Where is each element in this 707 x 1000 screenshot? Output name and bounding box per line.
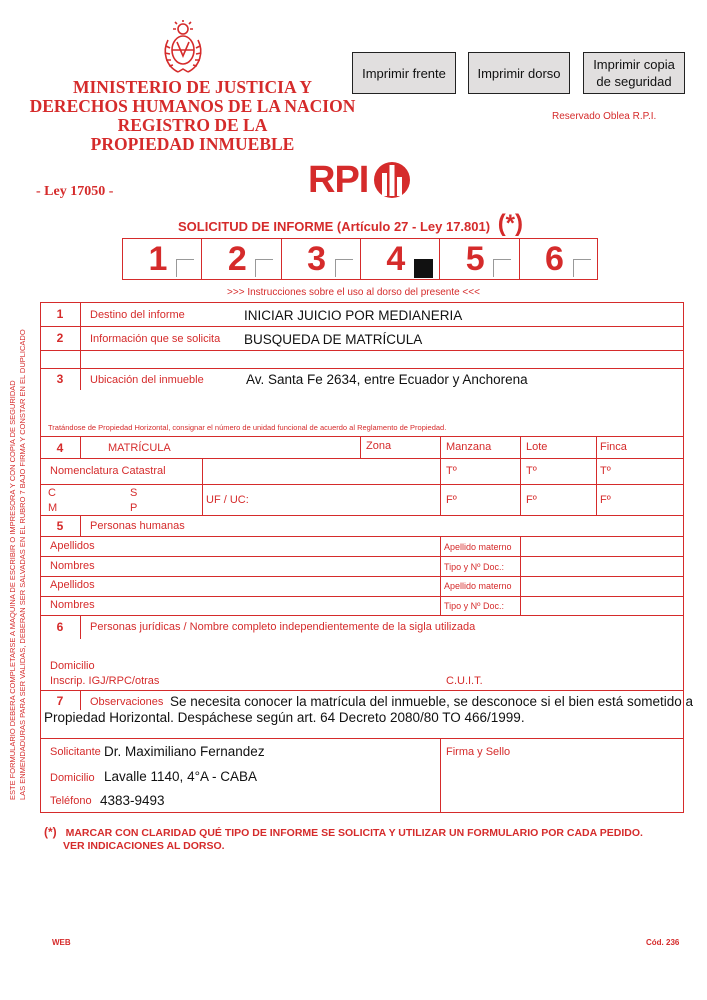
side-note (8, 320, 28, 800)
section-3-label: Ubicación del inmueble (90, 374, 204, 386)
report-type-6-checkbox[interactable] (573, 259, 591, 277)
uf-label: UF / UC: (206, 494, 249, 506)
matricula-label: MATRÍCULA (108, 442, 171, 454)
telefono-label: Teléfono (50, 795, 92, 807)
seccion-label: S (130, 487, 138, 499)
report-type-3-label: 3 (307, 240, 327, 278)
destino-field[interactable]: INICIAR JUICIO POR MEDIANERIA (244, 308, 463, 323)
section-6-number: 6 (56, 620, 64, 634)
report-type-6-label: 6 (545, 240, 564, 278)
finca-tomo-label: Tº (600, 465, 611, 477)
report-type-3-checkbox[interactable] (335, 259, 353, 277)
cuit-label: C.U.I.T. (446, 675, 483, 687)
observaciones-field-line-2[interactable]: Propiedad Horizontal. Despáchese según art. 64 Decreto 2080/80 TO 466/1999. (44, 710, 525, 725)
parcela-label: P (130, 502, 138, 514)
tipo-doc-label-1: Tipo y Nº Doc.: (444, 562, 504, 572)
manzana-folio-label: Fº (446, 494, 457, 506)
section-1-number: 1 (56, 307, 64, 321)
apellido-materno-label-1: Apellido materno (444, 542, 512, 552)
report-type-4-label: 4 (386, 240, 406, 278)
web-label: WEB (52, 938, 71, 947)
report-type-2-checkbox[interactable] (255, 259, 273, 277)
section-5-label: Personas humanas (90, 520, 185, 532)
instructions-link: >>> Instrucciones sobre el uso al dorso del presente <<< (227, 287, 480, 298)
lote-label: Lote (526, 441, 548, 453)
solicitante-field[interactable]: Dr. Maximiliano Fernandez (104, 744, 265, 759)
section-6-label: Personas jurídicas / Nombre completo independientemente de la sigla utilizada (90, 621, 476, 633)
section-5-number: 5 (56, 519, 64, 533)
footer-note-line-2: VER INDICACIONES AL DORSO. (63, 840, 225, 852)
report-type-1-label: 1 (148, 240, 168, 278)
print-copy-label-1: Imprimir copia (593, 57, 675, 72)
coat-of-arms-icon (160, 20, 206, 76)
rpi-logo-text: RPI (308, 158, 369, 201)
law-label: - Ley 17050 - (36, 184, 114, 199)
telefono-field[interactable]: 4383-9493 (100, 793, 165, 808)
nombres-label-2: Nombres (50, 599, 95, 611)
domicilio-field[interactable]: Lavalle 1140, 4°A - CABA (104, 769, 257, 784)
form-title-text: SOLICITUD DE INFORME (Artículo 27 - Ley 17.801) (178, 219, 491, 234)
footer-note-line-1: MARCAR CON CLARIDAD QUÉ TIPO DE INFORME SE SOLICITA Y UTILIZAR UN FORMULARIO POR CADA PEDIDO. (65, 827, 643, 839)
finca-folio-label: Fº (600, 494, 611, 506)
section-2-number: 2 (56, 331, 64, 345)
nomenclatura-label: Nomenclatura Catastral (50, 465, 166, 477)
reserved-label: Reservado Oblea R.P.I. (552, 111, 657, 122)
section-7-number: 7 (56, 694, 64, 708)
print-front-button[interactable]: Imprimir frente (352, 52, 456, 94)
apellidos-label-1: Apellidos (50, 540, 95, 552)
domicilio-juridica-label: Domicilio (50, 660, 95, 672)
print-back-button[interactable]: Imprimir dorso (468, 52, 570, 94)
report-type-5-label: 5 (465, 240, 485, 278)
report-type-1-checkbox[interactable] (176, 259, 194, 277)
manzana-tomo-label: Tº (446, 465, 457, 477)
section-3-note: Tratándose de Propiedad Horizontal, consignar el número de unidad funcional de acuerdo al Reglamento de Propiedad. (48, 423, 447, 432)
report-type-2-label: 2 (227, 240, 247, 278)
nombres-label-1: Nombres (50, 560, 95, 572)
firma-label: Firma y Sello (446, 746, 511, 758)
ministry-line-4: PROPIEDAD INMUEBLE (90, 134, 295, 154)
circ-label: C (48, 487, 56, 499)
section-4-number: 4 (56, 441, 64, 455)
observaciones-field-line-1[interactable]: Se necesita conocer la matrícula del inmueble, se desconoce si el bien está sometido a (170, 694, 694, 709)
section-7-label: Observaciones (90, 696, 164, 708)
ministry-line-3: REGISTRO DE LA (117, 115, 268, 135)
section-2-label: Información que se solicita (90, 333, 221, 345)
informacion-field[interactable]: BUSQUEDA DE MATRÍCULA (244, 332, 423, 347)
rpi-logo (308, 160, 412, 200)
print-copy-label-2: de seguridad (596, 74, 672, 89)
footer-note (44, 826, 643, 853)
ministry-line-1: MINISTERIO DE JUSTICIA Y (72, 77, 313, 97)
ministry-heading (20, 78, 365, 154)
lote-folio-label: Fº (526, 494, 537, 506)
manzana-cat-label: M (48, 502, 58, 514)
side-note-line-2: LAS ENMENDADURAS PARA SER VALIDAS, DEBERAN SER SALVADAS EN EL RUBRO 7 BAJO FIRMA Y CONSTAR EN EL DUPLICADO (18, 329, 27, 800)
manzana-label: Manzana (446, 441, 492, 453)
finca-label: Finca (600, 441, 627, 453)
ubicacion-field[interactable]: Av. Santa Fe 2634, entre Ecuador y Anchorena (246, 372, 528, 387)
report-type-5-checkbox[interactable] (493, 259, 511, 277)
ministry-line-2: DERECHOS HUMANOS DE LA NACION (29, 96, 356, 116)
zona-label: Zona (366, 440, 392, 452)
rpi-logo-icon (372, 161, 412, 199)
section-1-label: Destino del informe (90, 309, 185, 321)
domicilio-label: Domicilio (50, 772, 95, 784)
side-note-line-1: ESTE FORMULARIO DEBERA COMPLETARSE A MAQUINA DE ESCRIBIR O IMPRESORA Y CON COPIA DE SEGURIDAD (8, 380, 17, 800)
lote-tomo-label: Tº (526, 465, 537, 477)
tipo-doc-label-2: Tipo y Nº Doc.: (444, 601, 504, 611)
solicitante-label: Solicitante (50, 746, 101, 758)
apellidos-label-2: Apellidos (50, 579, 95, 591)
footer-mark: (*) (44, 825, 57, 839)
section-3-number: 3 (56, 372, 64, 386)
inscripcion-label: Inscrip. IGJ/RPC/otras (50, 675, 160, 687)
print-copy-button[interactable] (583, 52, 685, 94)
form-title (178, 210, 523, 238)
report-type-4-checkbox[interactable] (414, 259, 433, 278)
code-label: Cód. 236 (646, 938, 680, 947)
apellido-materno-label-2: Apellido materno (444, 581, 512, 591)
form-title-asterisk: (*) (497, 210, 524, 237)
